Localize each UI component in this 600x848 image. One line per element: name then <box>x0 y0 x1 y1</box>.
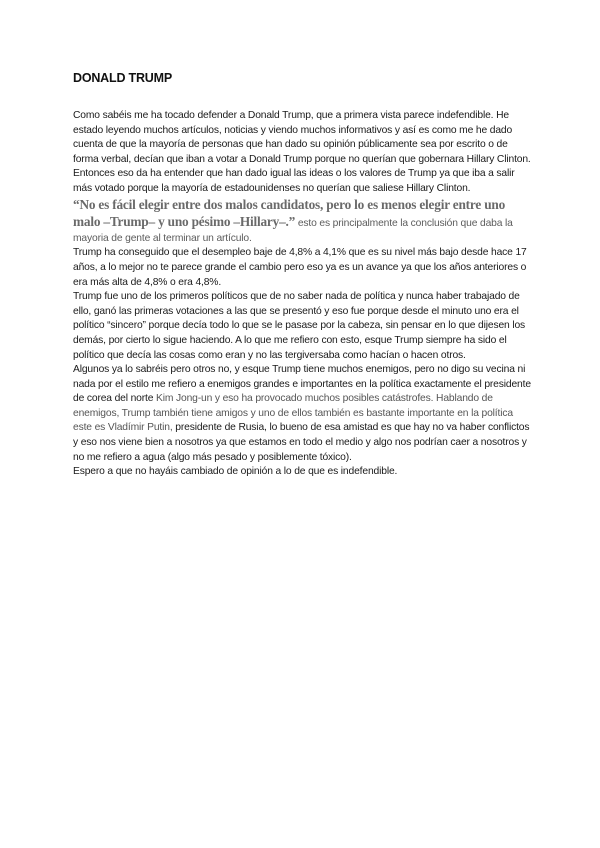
paragraph-sincere-politician: Trump fue uno de los primeros políticos que de no saber nada de política y nunca haber trabajado de ello, ganó las primeras votaciones a las que se presentó y eso fue porque desde el minuto uno era el político “sincero” porque decía todo lo que se le pasase por la cabeza, sin pensar en lo que dijesen los demás, por cierto lo sigue haciendo. A lo que me refiero con esto, esque Trump siempre ha sido el político que decía las cosas como eran y no las tergiversaba como hacían o hacen otros. <box>73 291 526 361</box>
document-body <box>73 109 533 480</box>
quote-conclusion: esto es principalmente la conclusión que daba la mayoria de gente al terminar un artículo. <box>73 218 513 244</box>
paragraph-unemployment: Trump ha conseguido que el desempleo baje de 4,8% a 4,1% que es su nivel más bajo desde hace 17 años, a lo mejor no te parece grande el cambio pero eso ya es un avance ya que los años anteriores o era más alta de 4,8% o era 4,8%. <box>73 247 527 288</box>
pull-quote: “No es fácil elegir entre dos malos candidatos, pero lo es menos elegir entre uno malo –Trump– y uno pésimo –Hillary–.” <box>73 196 506 230</box>
document-title: DONALD TRUMP <box>73 71 172 85</box>
enemies-grey-text: Kim Jong-un y eso ha provocado muchos posibles catástrofes. Hablando de enemigos, Trump también tiene amigos y uno de ellos también es bastante importante en la política este es Vladímir Putin, <box>73 393 513 434</box>
enemies-text: Algunos ya lo sabréis pero otros no, y esque Trump tiene muchos enemigos, pero no digo su vecina ni nada por el estilo me refiero a enemigos grandes e importantes en la política exactamente el presidente de corea del norte <box>73 364 531 405</box>
quote-paragraph <box>73 197 533 247</box>
paragraph-enemies-friends <box>73 363 533 465</box>
russia-text: presidente de Rusia, lo bueno de esa amistad es que hay no va haber conflictos y eso nos viene bien a nosotros ya que estamos en todo el medio y algo nos podrían caer a nosotros y no me refiero a agua (algo más pesado y posiblemente tóxico). <box>73 422 530 463</box>
paragraph-intro: Como sabéis me ha tocado defender a Donald Trump, que a primera vista parece indefendible. He estado leyendo muchos artículos, noticias y viendo muchos informativos y así es como me he dado cuenta de que la mayoría de personas que han dado su opinión públicamente sea por escrito o de forma verbal, decían que iban a votar a Donald Trump porque no querían que gobernara Hillary Clinton. Entonces eso da ha entender que han dado igual las ideas o los valores de Trump ya que iba a salir más votado porque la mayoría de estadounidenses no querían que saliese Hillary Clinton. <box>73 110 531 194</box>
paragraph-closing: Espero a que no hayáis cambiado de opinión a lo de que es indefendible. <box>73 466 398 478</box>
